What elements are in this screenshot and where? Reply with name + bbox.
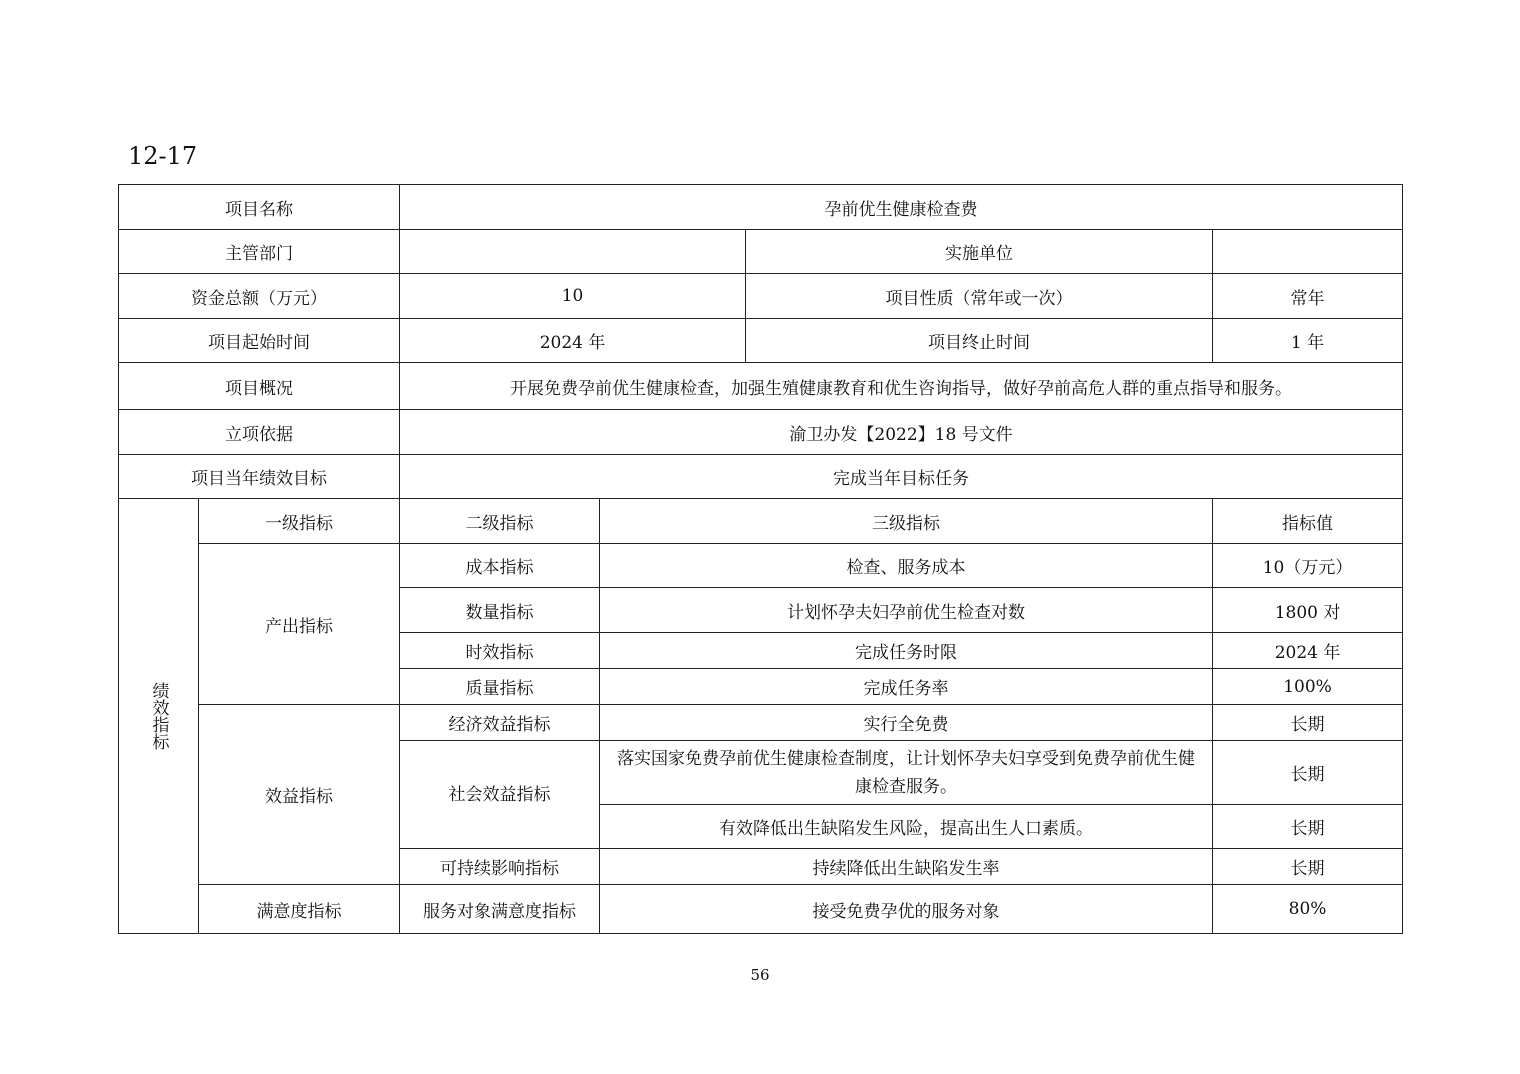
- funds-value: 10: [400, 274, 746, 319]
- table-row: [119, 885, 1403, 934]
- value-cell: 80%: [1213, 885, 1403, 934]
- level2-cell: 成本指标: [400, 544, 600, 588]
- level2-cell: 数量指标: [400, 588, 600, 633]
- funds-label: 资金总额（万元）: [119, 274, 400, 319]
- indicators-section-label: [119, 499, 199, 934]
- level2-cell: 时效指标: [400, 633, 600, 669]
- value-cell: 长期: [1213, 849, 1403, 885]
- goal-label: 项目当年绩效目标: [119, 455, 400, 499]
- nature-label: 项目性质（常年或一次）: [746, 274, 1213, 319]
- level3-cell: 接受免费孕优的服务对象: [600, 885, 1213, 934]
- nature-value: 常年: [1213, 274, 1403, 319]
- dept-label: 主管部门: [119, 230, 400, 274]
- value-cell: 长期: [1213, 805, 1403, 849]
- level3-cell: 实行全免费: [600, 705, 1213, 741]
- header-level1: 一级指标: [199, 499, 400, 544]
- level3-cell: 检查、服务成本: [600, 544, 1213, 588]
- row-project-name: [119, 185, 1403, 230]
- impl-unit-label: 实施单位: [746, 230, 1213, 274]
- basis-label: 立项依据: [119, 410, 400, 455]
- level2-cell: 服务对象满意度指标: [400, 885, 600, 934]
- table-row: [119, 705, 1403, 741]
- social-benefit-text: 社会效益指标: [448, 784, 551, 805]
- level2-cell: 经济效益指标: [400, 705, 600, 741]
- end-value: 1 年: [1213, 319, 1403, 363]
- row-summary: [119, 363, 1403, 410]
- indicator-header-row: [119, 499, 1403, 544]
- header-value: 指标值: [1213, 499, 1403, 544]
- level2-cell: 质量指标: [400, 669, 600, 705]
- basis-value: 渝卫办发【2022】18 号文件: [400, 410, 1403, 455]
- dept-value: [400, 230, 746, 274]
- level2-cell: [400, 741, 600, 849]
- table-row: [119, 544, 1403, 588]
- value-cell: 2024 年: [1213, 633, 1403, 669]
- level3-cell: 完成任务率: [600, 669, 1213, 705]
- value-cell: 长期: [1213, 705, 1403, 741]
- value-cell: 100%: [1213, 669, 1403, 705]
- project-name-label: 项目名称: [119, 185, 400, 230]
- header-level2: 二级指标: [400, 499, 600, 544]
- level3-cell: 落实国家免费孕前优生健康检查制度，让计划怀孕夫妇享受到免费孕前优生健康检查服务。: [600, 741, 1213, 805]
- indicators-section-text: 绩效指标: [148, 682, 169, 750]
- row-basis: [119, 410, 1403, 455]
- performance-target-table: [118, 184, 1403, 934]
- goal-value: 完成当年目标任务: [400, 455, 1403, 499]
- level3-cell: 有效降低出生缺陷发生风险，提高出生人口素质。: [600, 805, 1213, 849]
- summary-label: 项目概况: [119, 363, 400, 410]
- end-label: 项目终止时间: [746, 319, 1213, 363]
- row-department: [119, 230, 1403, 274]
- level3-cell: 持续降低出生缺陷发生率: [600, 849, 1213, 885]
- start-value: 2024 年: [400, 319, 746, 363]
- level2-cell: 可持续影响指标: [400, 849, 600, 885]
- value-cell: 长期: [1213, 741, 1403, 805]
- summary-value: 开展免费孕前优生健康检查，加强生殖健康教育和优生咨询指导，做好孕前高危人群的重点指导和服务。: [400, 363, 1403, 410]
- project-name-value: 孕前优生健康检查费: [400, 185, 1403, 230]
- row-dates: [119, 319, 1403, 363]
- value-cell: 1800 对: [1213, 588, 1403, 633]
- impl-unit-value: [1213, 230, 1403, 274]
- row-funds: [119, 274, 1403, 319]
- value-cell: 10（万元）: [1213, 544, 1403, 588]
- level3-cell: 计划怀孕夫妇孕前优生检查对数: [600, 588, 1213, 633]
- level3-cell: 完成任务时限: [600, 633, 1213, 669]
- start-label: 项目起始时间: [119, 319, 400, 363]
- satisfaction-indicator-label: 满意度指标: [199, 885, 400, 934]
- benefit-indicator-label: 效益指标: [199, 705, 400, 885]
- row-goal: [119, 455, 1403, 499]
- document-id: 12-17: [128, 142, 198, 170]
- page-number: 56: [750, 966, 770, 984]
- output-indicator-label: 产出指标: [199, 544, 400, 705]
- header-level3: 三级指标: [600, 499, 1213, 544]
